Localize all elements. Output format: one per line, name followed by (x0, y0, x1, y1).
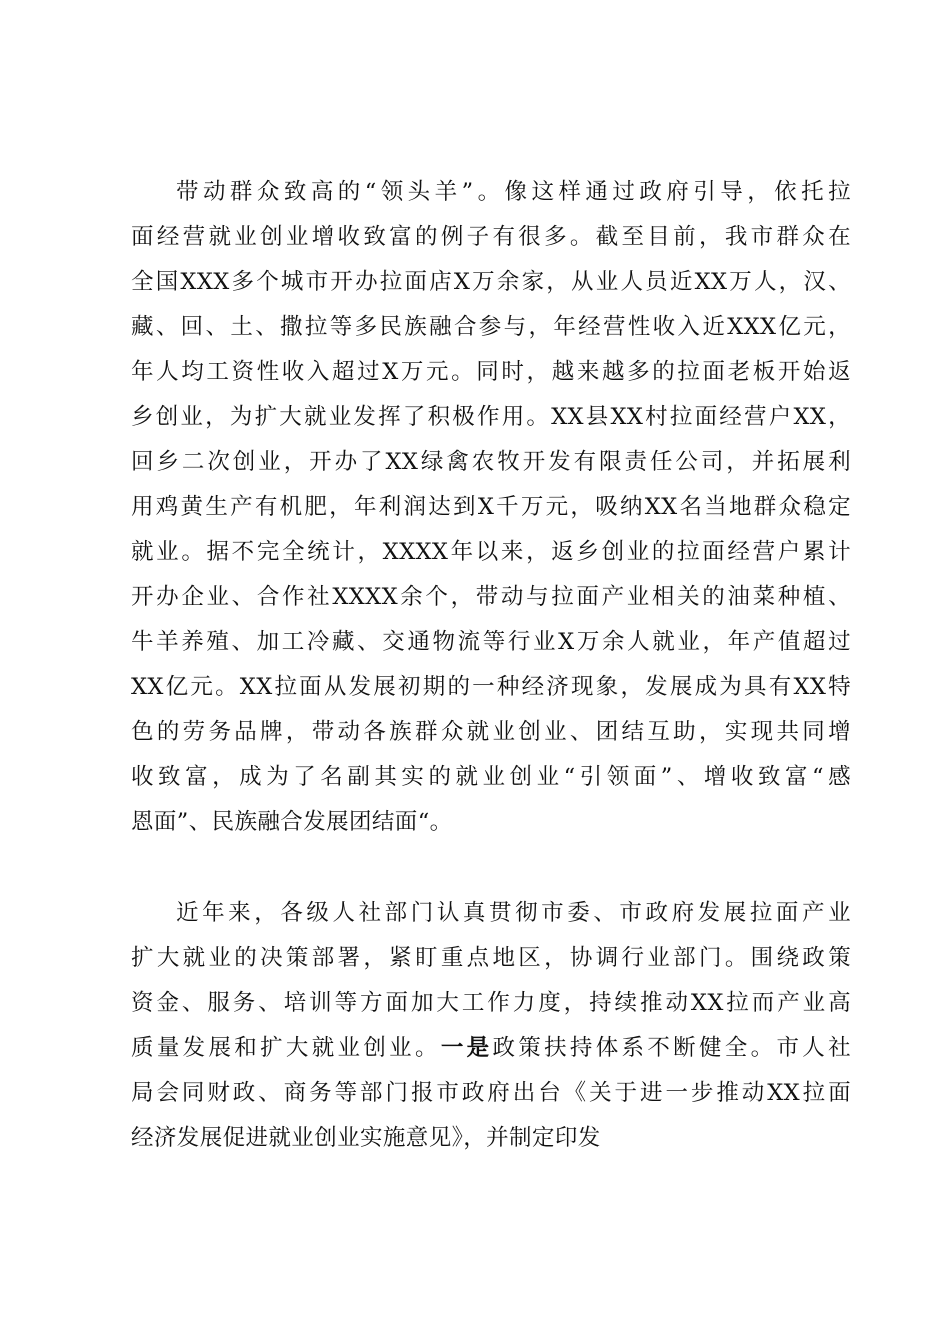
bold-lead-phrase: 一是 (440, 1035, 493, 1061)
text-line: 经济发展促进就业创业实施意见》，并制定印发 (131, 1125, 601, 1151)
text-line: 局会同财政、商务等部门报市政府出台《关于进一步推动XX拉面 (131, 1080, 851, 1106)
text-line: 回乡二次创业，开办了XX绿禽农牧开发有限责任公司，并拓展利 (131, 449, 851, 475)
text-line: 藏、回、土、撒拉等多民族融合参与，年经营性收入近XXX亿元， (131, 314, 851, 340)
text-line: 面经营就业创业增收致富的例子有很多。截至目前，我市群众在 (131, 224, 851, 250)
text-line: XX亿元。XX拉面从发展初期的一种经济现象，发展成为具有XX特 (131, 674, 851, 700)
text-line: 牛羊养殖、加工冷藏、交通物流等行业X万余人就业，年产值超过 (131, 629, 851, 655)
paragraph-1 (131, 170, 851, 845)
text-line: 开办企业、合作社XXXX余个，带动与拉面产业相关的油菜种植、 (131, 584, 851, 610)
text-line: 全国XXX多个城市开办拉面店X万余家，从业人员近XX万人，汉、 (131, 269, 851, 295)
text-line: 资金、服务、培训等方面加大工作力度，持续推动XX拉而产业高 (131, 990, 851, 1016)
text-line: 恩面”、民族融合发展团结面“。 (131, 809, 453, 835)
text-span: 质量发展和扩大就业创业。 (131, 1035, 441, 1061)
text-line: 年人均工资性收入超过X万元。同时，越来越多的拉面老板开始返 (131, 359, 851, 385)
text-line: 色的劳务品牌，带动各族群众就业创业、团结互助，实现共同增 (131, 719, 851, 745)
text-line: 就业。据不完全统计，XXXX年以来，返乡创业的拉面经营户累计 (131, 539, 851, 565)
text-line: 带动群众致高的“领头羊”。像这样通过政府引导，依托拉 (176, 179, 851, 205)
text-line: 用鸡黄生产有机肥，年利润达到X千万元，吸纳XX名当地群众稳定 (131, 494, 851, 520)
text-line: 扩大就业的决策部署，紧盯重点地区，协调行业部门。围绕政策 (131, 945, 851, 971)
text-line (131, 1026, 851, 1071)
paragraph-2 (131, 891, 851, 1161)
text-line: 收致富，成为了名副其实的就业创业“引领面”、增收致富“感 (131, 764, 851, 790)
text-line: 近年来，各级人社部门认真贯彻市委、市政府发展拉面产业 (176, 900, 851, 926)
text-span: 政策扶持体系不断健全。市人社 (492, 1035, 851, 1061)
text-line: 乡创业，为扩大就业发挥了积极作用。XX县XX村拉面经营户XX， (131, 404, 851, 430)
